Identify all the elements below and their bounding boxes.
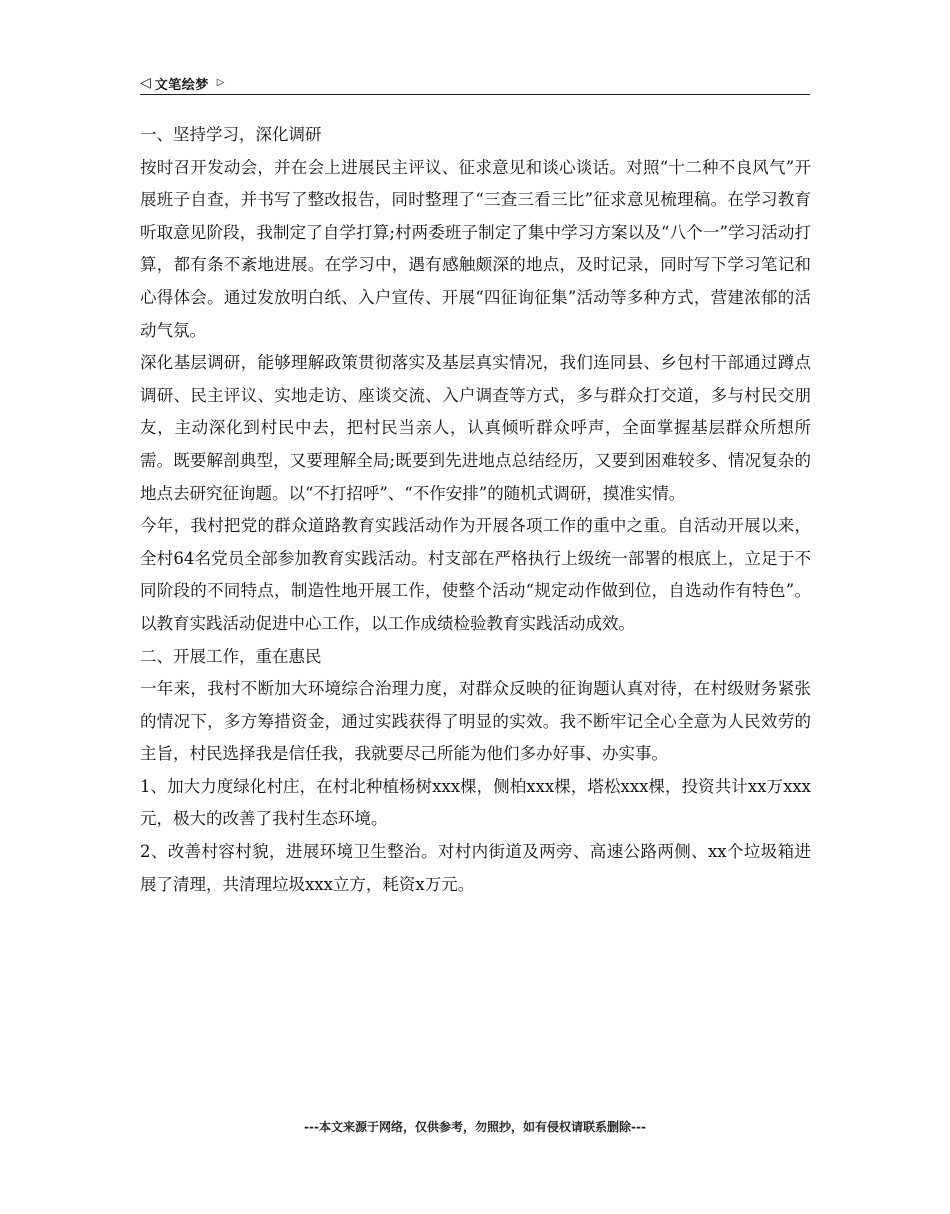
triangle-right-icon: ▷ [216, 77, 225, 88]
list-item: 2、改善村容村貌，进展环境卫生整治。对村内街道及两旁、高速公路两侧、xx个垃圾箱进展了清理，共清理垃圾xxx立方，耗资x万元。 [140, 842, 811, 894]
document-body [140, 119, 811, 901]
header-title: 文笔绘梦 [154, 77, 209, 93]
section-heading-2: 二、开展工作，重在惠民 [140, 646, 322, 666]
page-footer: ---本文来源于网络，仅供参考，勿照抄，如有侵权请联系删除--- [304, 1120, 646, 1134]
page-header [140, 72, 810, 95]
paragraph: 按时召开发动会，并在会上进展民主评议、征求意见和谈心谈话。对照“十二种不良风气”开展班子自查，并书写了整改报告，同时整理了“三查三看三比”征求意见梳理稿。在学习教育听取意见阶段，我制定了自学打算;村两委班子制定了集中学习方案以及“八个一”学习活动打算，都有条不紊地进展。在学习中，遇有感触颇深的地点，及时记录，同时写下学习笔记和心得体会。通过发放明白纸、入户宣传、开展“四征询征集”活动等多种方式，营建浓郁的活动气氛。 [140, 157, 811, 340]
section-heading-1: 一、坚持学习，深化调研 [140, 125, 322, 144]
list-item: 1、加大力度绿化村庄，在村北种植杨树xxx棵，侧柏xxx棵，塔松xxx棵，投资共计xx万xxx元，极大的改善了我村生态环境。 [140, 776, 811, 829]
paragraph: 今年，我村把党的群众道路教育实践活动作为开展各项工作的重中之重。自活动开展以来，全村64名党员全部参加教育实践活动。村支部在严格执行上级统一部署的根底上，立足于不同阶段的不同特点，制造性地开展工作，使整个活动“规定动作做到位，自选动作有特色”。以教育实践活动促进中心工作，以工作成绩检验教育实践活动成效。 [140, 516, 811, 633]
paragraph: 深化基层调研，能够理解政策贯彻落实及基层真实情况，我们连同县、乡包村干部通过蹲点调研、民主评议、实地走访、座谈交流、入户调查等方式，多与群众打交道，多与村民交朋友，主动深化到村民中去，把村民当亲人，认真倾听群众呼声，全面掌握基层群众所想所需。既要解剖典型，又要理解全局;既要到先进地点总结经历，又要到困难较多、情况复杂的地点去研究征询题。以“不打招呼”、“不作安排”的随机式调研，摸准实情。 [140, 353, 811, 503]
triangle-left-icon: ◁ [140, 75, 151, 91]
paragraph: 一年来，我村不断加大环境综合治理力度，对群众反映的征询题认真对待，在村级财务紧张的情况下，多方筹措资金，通过实践获得了明显的实效。我不断牢记全心全意为人民效劳的主旨，村民选择我是信任我，我就要尽己所能为他们多办好事、办实事。 [140, 679, 811, 764]
